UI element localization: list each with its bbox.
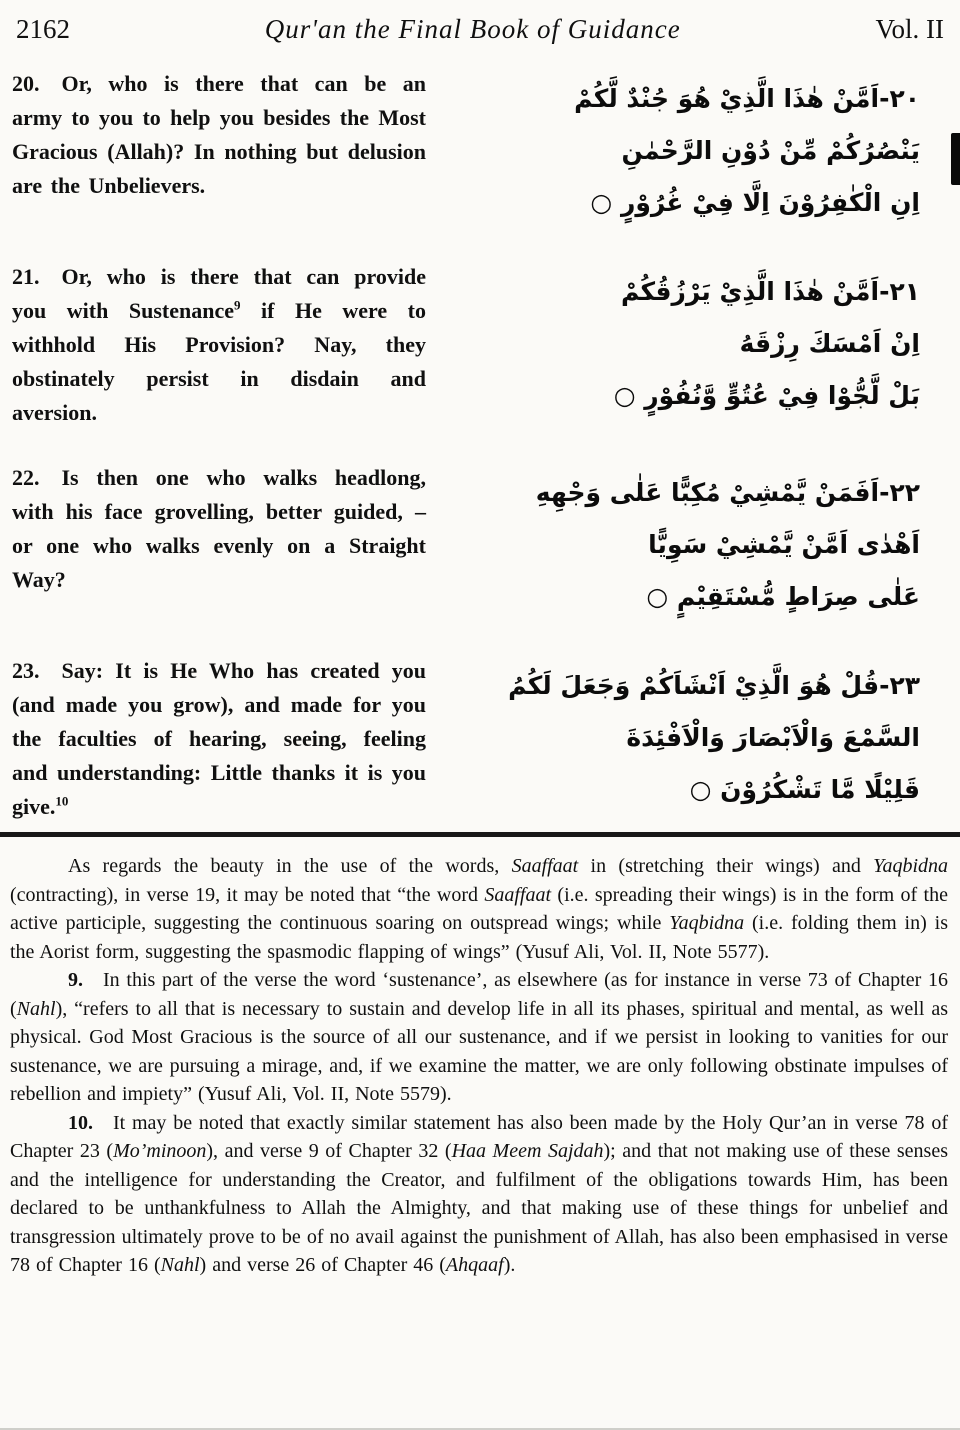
footnote-paragraph [10,852,948,966]
text-segment: ); and that not making use of these senses and the intelligence for understanding the Creator, and fulfilment of the obligations towards Him, has been declared to be unthankfulness to Allah the Almighty, and that making use of these things for unbelief and transgression ultimately prove to be of no avail against the punishment of Allah, has also been emphasised in verse 78 of Chapter 16 ( [10,1140,948,1276]
arabic-line: اِنِ الْكٰفِرُوْنَ اِلَّا فِيْ غُرُوْرٍ ○ [590,188,920,217]
text-segment: Saaffaat [484,883,552,906]
text-segment: ), and verse 9 of Chapter 32 ( [206,1140,452,1162]
text-segment: Say: It is He Who has created you (and made you grow), and made for you the faculties of hearing, seeing, feeling and understanding: Little thanks it is you give. [12,658,426,819]
text-segment: (contracting), in verse 19, it may be noted that “the word [10,883,485,906]
arabic-line: ۲۱-اَمَّنْ هٰذَا الَّذِيْ يَرْزُقُكُمْ [620,277,920,306]
verse-row [12,654,920,824]
text-segment: Haa Meem Sajdah [451,1140,604,1162]
book-title: Qur'an the Final Book of Guidance [264,14,681,44]
verses-section [0,45,960,824]
text-segment: Nahl [16,997,56,1020]
verse-row [12,67,920,229]
verse-english [12,67,426,229]
text-segment: Yaqbidna [669,912,745,934]
arabic-line: اَهْدٰى اَمَّنْ يَّمْشِيْ سَوِيًّا [648,530,920,559]
verse-english [12,260,426,430]
arabic-line: قَلِيْلًا مَّا تَشْكُرُوْنَ ○ [689,775,920,804]
arabic-line: بَلْ لَّجُّوْا فِيْ عُتُوٍّ وَّنُفُوْرٍ ○ [613,381,920,410]
scan-artifact [951,133,960,185]
text-segment: In this part of the verse the word ‘sustenance’, as elsewhere (as for instance in verse 73 of Chapter 16 ( [10,969,948,1020]
text-segment: Mo’minoon [113,1140,207,1162]
text-segment: ), “refers to all that is necessary to sustain and develop life in all its phases, spiritual and mental, as well as physical. God Most Gracious is the source of all our sustenance, and if we persist in looking to vanities for our sustenance, we are pursuing a mirage, and, if we examine the matter, we are only following obstinate impulses of rebellion and impiety” (Yusuf Ali, Vol. II, Note 5579). [10,997,948,1105]
footnote-paragraph [10,966,948,1109]
verse-number: 20. [12,71,62,96]
text-segment: Yaqbidna [873,855,948,877]
text-segment: (i.e. folding them in) is the Aorist form, suggesting the spasmodic flapping of wings” (Yusuf Ali, Vol. II, Note 5577). [10,912,948,963]
arabic-line: السَّمْعَ وَالْاَبْصَارَ وَالْاَفْئِدَةَ [626,723,920,752]
arabic-line: ۲۳-قُلْ هُوَ الَّذِيْ اَنْشَاَكُمْ وَجَعَلَ لَكُمُ [508,671,920,700]
footnote-number: 9. [68,969,83,991]
verse-row [12,260,920,430]
text-segment: Nahl [160,1254,200,1276]
text-segment: Ahqaaf [445,1254,504,1276]
arabic-line: ۲۰-اَمَّنْ هٰذَا الَّذِيْ هُوَ جُنْدٌ لَّكُمْ [574,84,920,113]
arabic-line: يَنْصُرُكُمْ مِّنْ دُوْنِ الرَّحْمٰنِ [621,136,920,165]
text-segment: ) and verse 26 of Chapter 46 ( [199,1254,446,1276]
text-segment: ). [503,1254,516,1276]
text-segment: 10 [55,793,69,809]
verse-english [12,654,426,824]
verse-english [12,461,426,623]
text-segment: It may be noted that exactly similar statement has also been made by the Holy Qur’an in verse 78 of Chapter 23 ( [10,1111,948,1162]
page-number: 2162 [16,14,70,44]
text-segment: in (stretching their wings) and [578,855,874,877]
arabic-line: عَلٰى صِرَاطٍ مُّسْتَقِيْمٍ ○ [646,582,920,611]
verse-arabic [426,654,920,824]
page-header [0,0,960,45]
verse-number: 21. [12,264,62,289]
verse-row [12,461,920,623]
footnotes-section [0,837,960,1280]
text-segment: Or, who is there that can provide you with Sustenance [12,264,426,323]
footnote-paragraph [10,1109,948,1280]
verse-number: 23. [12,658,62,683]
verse-number: 22. [12,465,62,490]
text-segment: Saaffaat [511,855,579,877]
verse-arabic [426,67,920,229]
volume-label: Vol. II [875,14,944,44]
arabic-line: ۲۲-اَفَمَنْ يَّمْشِيْ مُكِبًّا عَلٰى وَجْهِهِ [535,478,920,507]
text-segment: 9 [233,297,241,313]
text-segment: (i.e. spreading their wings) is in the form of the active participle, suggesting the continuous soaring on outspread wings; while [10,883,948,934]
footnote-number: 10. [68,1111,93,1134]
text-segment: if He were to withhold His Provision? Nay, they obstinately persist in disdain and aversion. [12,298,426,425]
verse-arabic [426,461,920,623]
arabic-line: اِنْ اَمْسَكَ رِزْقَهُ [739,329,920,358]
text-segment: As regards the beauty in the use of the words, [68,855,512,877]
text-segment: Or, who is there that can be an army to you to help you besides the Most Gracious (Allah)? In nothing but delusion are the Unbelievers. [12,71,426,198]
verse-arabic [426,260,920,430]
text-segment: Is then one who walks headlong, with his face grovelling, better guided, – or one who walks evenly on a Straight Way? [12,465,426,592]
